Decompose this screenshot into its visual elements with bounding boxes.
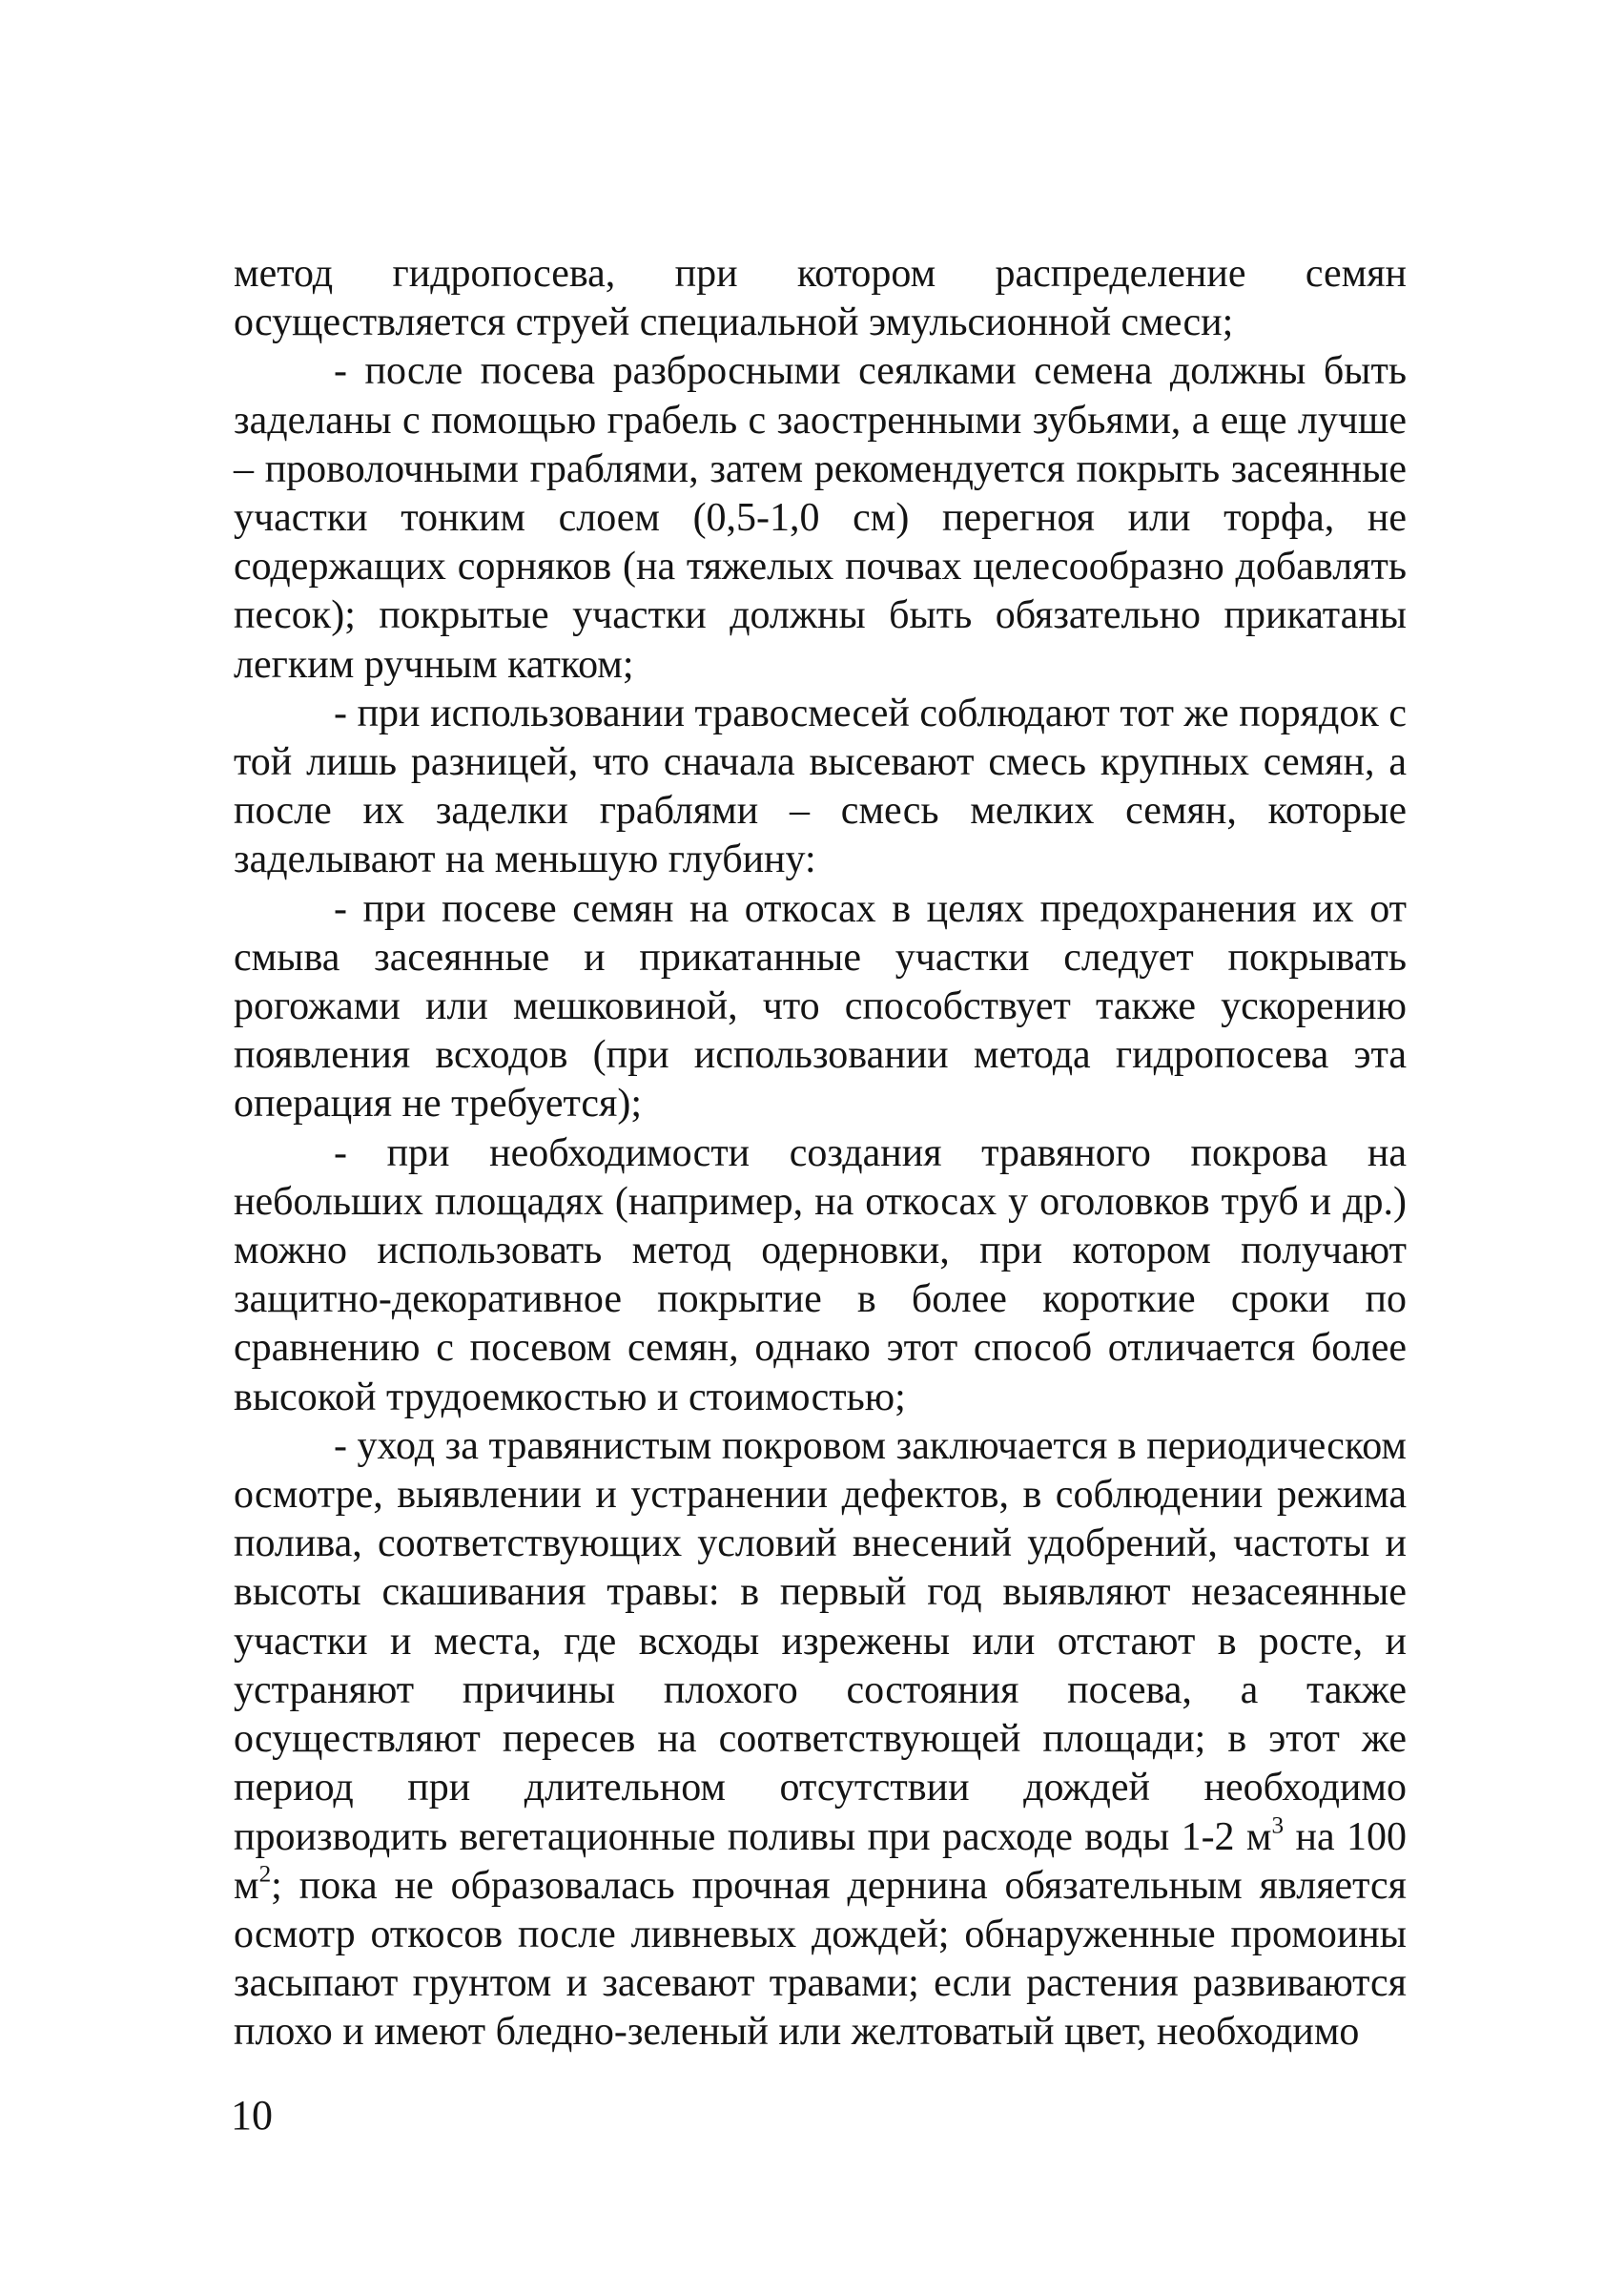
grass-care-text-middle: на 100 м bbox=[234, 1814, 1407, 1908]
grass-care-text-end: ; пока не образовалась прочная дернина обязательным является осмотр откосов после ливневых дождей; обнаруженные промоины засыпают грунтом и засевают травами; если растения развиваются плохо и имеют бледно-зеленый или желтоватый цвет, необходимо bbox=[234, 1863, 1407, 2055]
paragraph-sodding: - при необходимости создания травяного покрова на небольших площадях (например, на откосах у оголовков труб и др.) можно использовать метод одерновки, при котором получают защитно-декоративное покрытие в более короткие сроки по сравнению с посевом семян, однако этот способ отличается более высокой трудоемкостью и стоимостью; bbox=[234, 1130, 1407, 1419]
page-number: 10 bbox=[231, 2092, 273, 2139]
paragraph-slope-seeding: - при посеве семян на откосах в целях предохранения их от смыва засеянные и прикатанные участки следует покрывать рогожами или мешковиной, что способствует также ускорению появления всходов (при использовании метода гидропосева эта операция не требуется); bbox=[234, 886, 1407, 1127]
grass-care-text-start: - уход за травянистым покровом заключается в периодическом осмотре, выявлении и устранении дефектов, в соблюдении режима полива, соответствующих условий внесений удобрений, частоты и высоты скашивания травы: в первый год выявляют незасеянные участки и места, где всходы изрежены или отстают в росте, и устраняют причины плохого состояния посева, а также осуществляют пересев на соответствующей площади; в этот же период при длительном отсутствии дождей необходимо производить вегетационные поливы при расходе воды 1-2 м bbox=[234, 1423, 1407, 1859]
paragraph-grass-care bbox=[234, 1422, 1407, 2058]
paragraph-grass-mixtures: - при использовании травосмесей соблюдают тот же порядок с той лишь разницей, что сначала высевают смесь крупных семян, а после их заделки граблями – смесь мелких семян, которые заделывают на меньшую глубину: bbox=[234, 691, 1407, 882]
paragraph-hydroseeding: метод гидропосева, при котором распределение семян осуществляется струей специальной эмульсионной смеси; bbox=[234, 252, 1407, 345]
superscript-cubic: 3 bbox=[1271, 1811, 1285, 1838]
paragraph-broadcast-seeding: - после посева разбросными сеялками семена должны быть заделаны с помощью грабель с заостренными зубьями, а еще лучше – проволочными граблями, затем рекомендуется покрыть засеянные участки тонким слоем (0,5-1,0 см) перегноя или торфа, не содержащих сорняков (на тяжелых почвах целесообразно добавлять песок); покрытые участки должны быть обязательно прикатаны легким ручным катком; bbox=[234, 349, 1407, 687]
superscript-square: 2 bbox=[258, 1861, 272, 1888]
page-body-text bbox=[234, 250, 1407, 2058]
